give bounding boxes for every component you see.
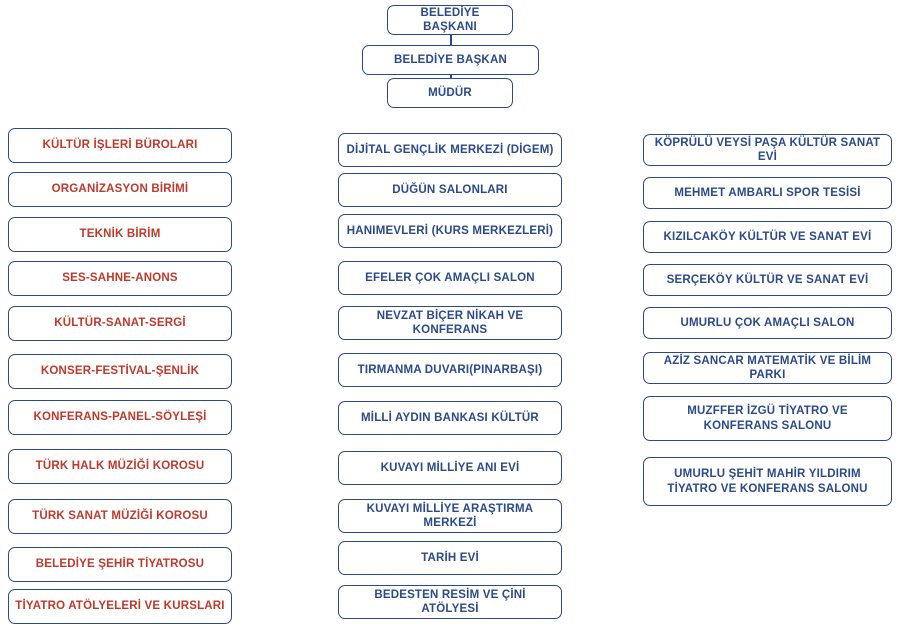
node-label: AZİZ SANCAR MATEMATİK VE BİLİM PARKI [663,354,872,381]
column-left-item-7[interactable] [8,400,232,435]
connector-baskan-yardimcisi-to-mudur [450,75,452,78]
column-left-item-11[interactable] [8,589,232,624]
column-right-item-6[interactable] [643,352,892,384]
node-label: EFELER ÇOK AMAÇLI SALON [365,271,535,284]
node-label: MEHMET AMBARLI SPOR TESİSİ [674,186,861,199]
column-left-item-6[interactable] [8,354,232,389]
column-left-item-2[interactable] [8,172,232,207]
column-middle-item-5[interactable] [338,306,562,340]
node-label: BELEDİYE ŞEHİR TİYATROSU [35,558,205,571]
node-label: BEDESTEN RESİM VE ÇİNİ ATÖLYESİ [374,588,526,615]
node-label: KÜLTÜR-SANAT-SERGİ [54,317,186,330]
column-right-item-1[interactable] [643,134,892,166]
node-label: KIZILCAKÖY KÜLTÜR VE SANAT EVİ [663,230,872,243]
column-left-item-4[interactable] [8,261,232,296]
column-left-item-10[interactable] [8,547,232,582]
column-middle-item-9[interactable] [338,499,562,533]
node-label: SERÇEKÖY KÜLTÜR VE SANAT EVİ [666,273,869,286]
column-right-item-4[interactable] [643,264,892,296]
node-label: HANIMEVLERİ (KURS MERKEZLERİ) [346,224,554,237]
node-label: DÜĞÜN SALONLARI [392,183,508,196]
node-label: SES-SAHNE-ANONS [62,272,178,285]
column-right-item-5[interactable] [643,307,892,339]
column-left-item-3[interactable] [8,217,232,252]
node-label: KÖPRÜLÜ VEYSİ PAŞA KÜLTÜR SANAT EVİ [654,136,881,163]
column-middle-item-7[interactable] [338,401,562,435]
top-node-1[interactable] [387,5,513,35]
top-node-3[interactable] [387,78,513,108]
node-label: KONSER-FESTİVAL-ŞENLİK [40,365,200,378]
column-left-item-8[interactable] [8,449,232,484]
node-label: TEKNİK BİRİM [79,228,161,241]
node-label: KÜLTÜR İŞLERİ BÜROLARI [42,139,198,152]
node-label: KUVAYI MİLLİYE ARAŞTIRMA MERKEZİ [366,502,534,529]
node-label: TARİH EVİ [421,551,479,564]
node-label: UMURLU ŞEHİT MAHİR YILDIRIM TİYATRO VE KONFERANS SALONU [667,468,868,495]
column-right-item-7[interactable] [643,396,892,441]
column-middle-item-11[interactable] [338,585,562,619]
column-left-item-1[interactable] [8,128,232,163]
column-right-item-3[interactable] [643,221,892,253]
connector-baskan-to-baskan-yardimcisi [450,35,452,45]
column-middle-item-8[interactable] [338,451,562,485]
column-middle-item-6[interactable] [338,353,562,387]
node-label: UMURLU ÇOK AMAÇLI SALON [680,316,855,329]
column-left-item-5[interactable] [8,306,232,341]
column-middle-item-4[interactable] [338,261,562,295]
node-label: MÜDÜR [428,86,472,99]
node-label: TÜRK HALK MÜZİĞİ KOROSU [35,460,205,473]
column-middle-item-1[interactable] [338,133,562,167]
node-label: KUVAYI MİLLİYE ANI EVİ [380,461,520,474]
node-label: TİYATRO ATÖLYELERİ VE KURSLARI [15,600,225,613]
node-label: ORGANİZASYON BİRİMİ [51,183,189,196]
node-label: DİJİTAL GENÇLİK MERKEZİ (DİGEM) [346,143,554,156]
top-node-2[interactable] [362,45,539,75]
node-label: MİLLİ AYDIN BANKASI KÜLTÜR [361,411,539,424]
column-left-item-9[interactable] [8,499,232,534]
column-middle-item-10[interactable] [338,541,562,575]
node-label: BELEDİYE BAŞKAN [394,53,507,66]
column-middle-item-3[interactable] [338,214,562,248]
node-label: TIRMANMA DUVARI(PINARBAŞI) [357,363,543,376]
node-label: NEVZAT BİÇER NİKAH VE KONFERANS [376,309,524,336]
node-label: TÜRK SANAT MÜZİĞİ KOROSU [32,510,208,523]
column-right-item-8[interactable] [643,457,892,506]
node-label: BELEDİYE BAŞKANI [420,6,480,33]
node-label: MUZFFER İZGÜ TİYATRO VE KONFERANS SALONU [687,405,848,432]
node-label: KONFERANS-PANEL-SÖYLEŞİ [33,411,207,424]
column-right-item-2[interactable] [643,177,892,209]
column-middle-item-2[interactable] [338,173,562,207]
